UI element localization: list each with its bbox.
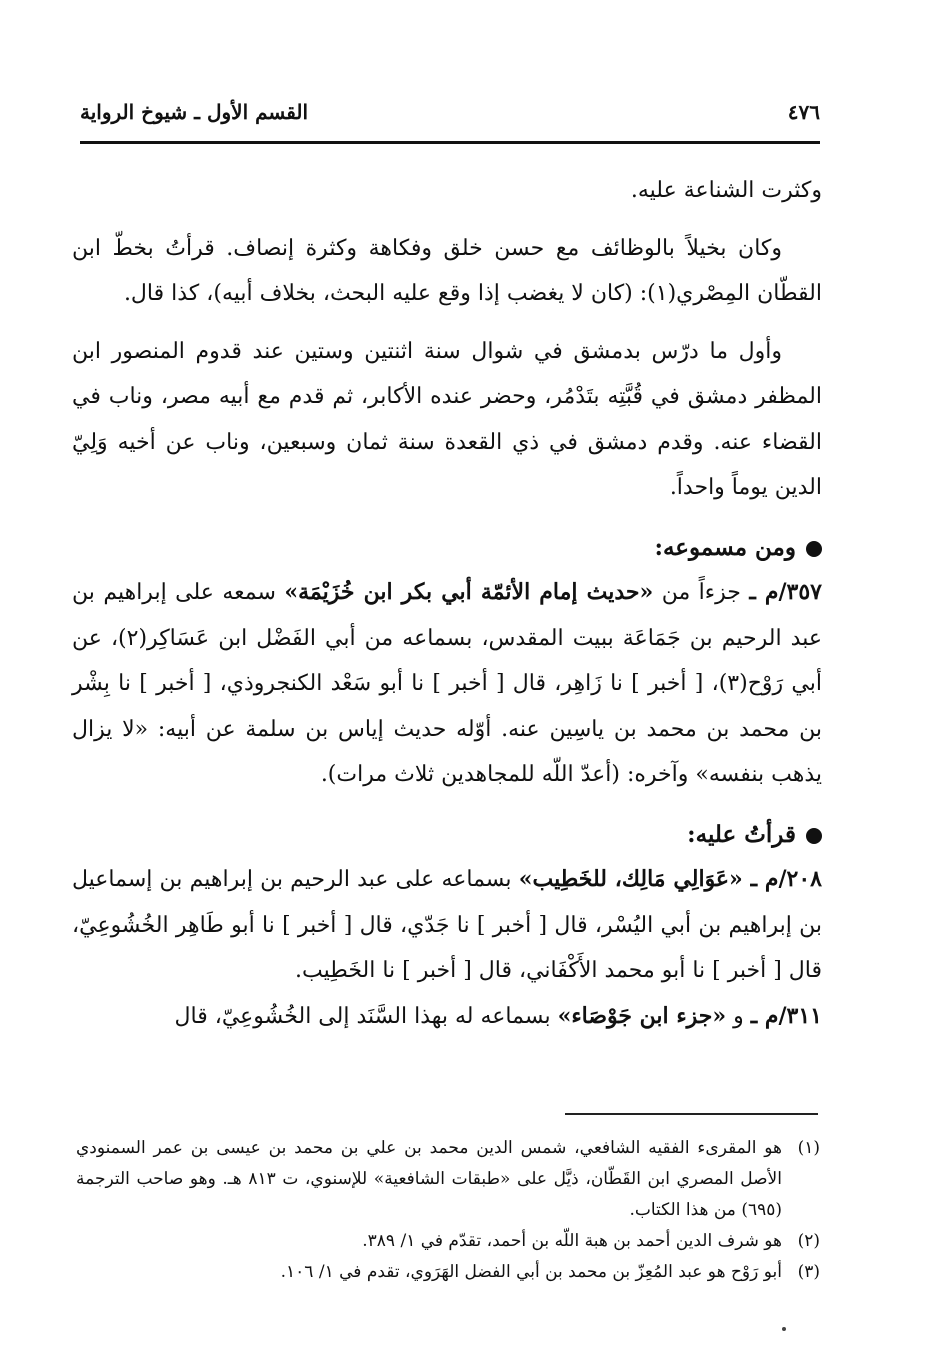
entry-title: «جزء ابن جَوْصَاء» (557, 1002, 727, 1029)
section-heading-heard-text: ومن مسموعه: (654, 533, 796, 561)
footnote-3 (76, 1257, 820, 1288)
footnote-text: هو المقرىء الفقيه الشافعي، شمس الدين محمد بن علي بن محمد بن عيسى بن عمر السمنودي الأصل المصري ابن القَطّان، ذيَّل على «طبقات الشافعية» للإسنوي، ت ٨١٣ هـ. وهو صاحب الترجمة (٦٩٥) من هذا الكتاب. (76, 1138, 782, 1220)
entry-357 (72, 570, 822, 798)
footnotes (76, 1133, 820, 1288)
paragraph-1: وكثرت الشناعة عليه. (630, 178, 822, 203)
running-title: القسم الأول ـ شيوخ الرواية (80, 100, 309, 124)
entry-title: «حديث إمام الأئمّة أبي بكر ابن خُزَيْمَة» (284, 579, 654, 605)
footnote-rule (565, 1113, 818, 1115)
footnote-text: أبو رَوْح هو عبد المُعِزّ بن محمد بن أبي الفضل الهَرَوي، تقدم في ١/ ١٠٦. (280, 1262, 782, 1282)
entry-text: و (726, 1003, 751, 1029)
page-header (80, 92, 820, 132)
paragraph-3: وأول ما درّس بدمشق في شوال سنة اثنتين وستين عند قدوم المنصور ابن المظفر دمشق في قُبَّتِه بتَدْمُر، وحضر عنده الأكابر، ثم قدم مع أبيه مصر، وناب في القضاء عنه. وقدم دمشق في ذي القعدة سنة ثمان وسبعين، وناب عن أخيه وَلِيّ الدين يوماً واحداً. (72, 338, 822, 500)
footnote-2 (76, 1226, 820, 1257)
page-number: ٤٧٦ (787, 100, 820, 124)
entry-number: ٣٥٧/م ـ (749, 579, 822, 605)
entry-number: ٢٠٨/م ـ (750, 866, 822, 892)
entry-text: بسماعه له بهذا السَّنَد إلى الخُشُوعِيّ، قال (174, 1003, 558, 1029)
footnote-number: (٣) (797, 1262, 820, 1282)
section-heading-read-text: قرأتُ عليه: (687, 820, 796, 848)
bullet-icon (806, 828, 822, 844)
stray-mark (782, 1327, 786, 1331)
paragraph-2: وكان بخيلاً بالوظائف مع حسن خلق وفكاهة وكثرة إنصاف. قرأتُ بخطّ ابن القطّان المِصْري(١): (كان لا يغضب إذا وقع عليه البحث، بخلاف أبيه)، كذا قال. (72, 235, 822, 306)
bullet-icon (806, 541, 822, 557)
entry-text: بسماعه على عبد الرحيم بن إبراهيم بن إسماعيل بن إبراهيم بن أبي اليُسْر، قال [ أخبر ] نا جَدّي، قال [ أخبر ] نا أبو طَاهِر الخُشُوعِيّ، قال [ أخبر ] نا أبو محمد الأَكْفَاني، قال [ أخبر ] نا الخَطِيب. (72, 867, 822, 983)
entry-title: «عَوَالِي مَالِك، للخَطِيب» (518, 866, 751, 892)
section-heading-read (72, 812, 822, 858)
footnote-number: (١) (797, 1138, 820, 1158)
footnote-number: (٢) (797, 1231, 820, 1251)
entry-text: سمعه على إبراهيم بن عبد الرحيم بن جَمَاعَة ببيت المقدس، بسماعه من أبي الفَضْل ابن عَسَاكِر(٢)، عن أبي رَوْح(٣)، [ أخبر ] نا زَاهِر، قال [ أخبر ] نا أبو سَعْد الكنجروذي، [ أخبر ] نا بِشْر بن محمد بن محمد بن ياسِين عنه. أوّله حديث إياس بن سلمة عن أبيه: «لا يزال يذهب بنفسه» وآخره: (أعدّ اللّه للمجاهدين ثلاث مرات). (72, 580, 822, 787)
body-text (72, 168, 822, 1039)
footnote-text: هو شرف الدين أحمد بن هبة اللّه بن أحمد، تقدّم في ١/ ٣٨٩. (362, 1231, 782, 1251)
section-heading-heard (72, 525, 822, 571)
entry-number: ٣١١/م ـ (750, 1002, 822, 1029)
entry-208 (72, 857, 822, 994)
entry-text: جزءاً من (653, 580, 750, 605)
footnote-1 (76, 1133, 820, 1226)
header-rule (80, 141, 820, 144)
entry-311 (72, 994, 822, 1040)
